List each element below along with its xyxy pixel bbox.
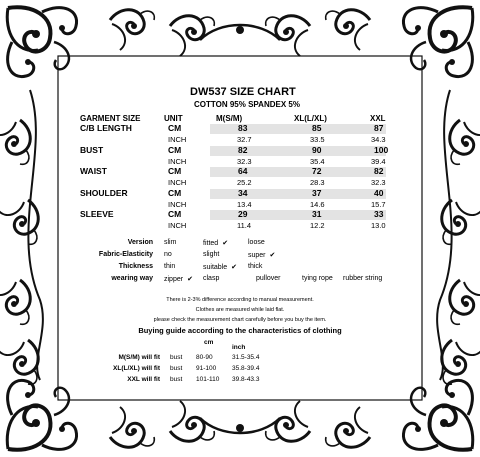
buying-guide-title: Buying guide according to the characteristics of clothing xyxy=(138,326,342,335)
option-value: clasp xyxy=(203,275,220,282)
inch-value: 12.2 xyxy=(310,221,325,230)
guide-part: bust xyxy=(170,354,183,361)
row-shade xyxy=(210,144,389,156)
inch-value: 35.4 xyxy=(310,156,325,166)
guide-cm-range: 101-110 xyxy=(196,376,220,383)
row-shade xyxy=(210,124,386,134)
option-value: zipper xyxy=(164,276,184,283)
inch-value: 28.3 xyxy=(310,178,325,187)
option-item xyxy=(248,251,275,259)
note-check-chart: please check the measurement chart carefully before you buy the item. xyxy=(153,317,327,323)
inch-value: 33.5 xyxy=(310,135,325,144)
unit-inch: INCH xyxy=(168,178,187,187)
option-value: pullover xyxy=(256,275,281,282)
inch-value: 11.4 xyxy=(237,221,252,230)
guide-cm-range: 91-100 xyxy=(196,365,217,372)
garment-measure-name: SHOULDER xyxy=(80,187,128,198)
cm-value: 82 xyxy=(238,144,248,155)
option-value: slight xyxy=(203,251,220,258)
option-label: Fabric-Elasticity xyxy=(98,251,153,258)
fabric-composition: COTTON 95% SPANDEX 5% xyxy=(194,100,300,109)
option-value: suitable xyxy=(203,264,228,271)
option-item xyxy=(203,275,219,282)
unit-inch: INCH xyxy=(168,221,187,230)
option-label: wearing way xyxy=(111,275,153,282)
unit-inch: INCH xyxy=(168,135,187,144)
option-item xyxy=(248,239,265,246)
note-laid-flat: Clothes are measured while laid flat. xyxy=(195,307,285,313)
option-item xyxy=(164,251,172,258)
option-value: super xyxy=(248,252,266,259)
unit-inch: INCH xyxy=(168,199,187,209)
cm-value: 82 xyxy=(374,166,384,176)
cm-value: 31 xyxy=(312,209,322,219)
row-shade xyxy=(210,189,386,199)
inch-value: 34.3 xyxy=(371,135,386,144)
option-item xyxy=(203,251,219,258)
option-value: thick xyxy=(248,263,263,270)
option-item xyxy=(164,263,175,270)
option-item xyxy=(203,263,237,271)
cm-value: 34 xyxy=(238,187,248,198)
option-label: Version xyxy=(127,239,153,246)
cm-value: 85 xyxy=(312,123,322,133)
cm-value: 83 xyxy=(238,123,248,133)
guide-col-cm: cm xyxy=(204,339,214,346)
chart-title: DW537 SIZE CHART xyxy=(190,86,296,98)
row-shade xyxy=(210,167,386,177)
checkmark-icon: ✔ xyxy=(222,240,229,247)
inch-value: 32.3 xyxy=(371,178,386,187)
guide-part: bust xyxy=(170,376,183,383)
header-garment-size: GARMENT SIZE xyxy=(80,114,141,123)
unit-cm: CM xyxy=(168,209,182,219)
option-item xyxy=(248,263,262,270)
header-size-xl: XL(L/XL) xyxy=(294,114,327,123)
option-value: tying rope xyxy=(302,275,333,282)
checkmark-icon: ✔ xyxy=(269,252,276,259)
guide-inch-range: 31.5-35.4 xyxy=(232,354,260,361)
garment-measure-name: SLEEVE xyxy=(80,209,114,219)
row-shade xyxy=(210,210,386,220)
guide-col-inch: inch xyxy=(232,344,246,351)
inch-value: 13.4 xyxy=(237,199,252,209)
header-size-m: M(S/M) xyxy=(216,114,243,123)
guide-inch-range: 39.8-43.3 xyxy=(232,376,260,383)
inch-value: 13.0 xyxy=(371,221,386,230)
cm-value: 72 xyxy=(312,166,322,176)
unit-cm: CM xyxy=(168,187,182,198)
guide-inch-range: 35.8-39.4 xyxy=(232,365,260,372)
option-item xyxy=(203,239,228,247)
inch-value: 32.3 xyxy=(237,156,252,166)
unit-cm: CM xyxy=(168,144,182,155)
unit-inch: INCH xyxy=(168,156,187,166)
note-difference: There is 2-3% difference according to manual measurement. xyxy=(166,297,314,303)
guide-size-label: M(S/M) will fit xyxy=(118,354,160,361)
guide-size-label: XXL will fit xyxy=(127,376,160,383)
option-value: fitted xyxy=(203,240,219,247)
unit-cm: CM xyxy=(168,123,182,133)
cm-value: 87 xyxy=(374,123,384,133)
guide-part: bust xyxy=(170,365,183,372)
option-item xyxy=(164,239,176,246)
guide-cm-range: 80-90 xyxy=(196,354,213,361)
option-item xyxy=(343,275,382,282)
cm-value: 33 xyxy=(374,209,384,219)
option-value: rubber string xyxy=(343,275,383,282)
cm-value: 90 xyxy=(312,144,322,155)
cm-value: 100 xyxy=(374,144,389,155)
garment-measure-name: BUST xyxy=(80,144,104,155)
inch-value: 25.2 xyxy=(237,178,252,187)
checkmark-icon: ✔ xyxy=(187,276,193,283)
option-value: no xyxy=(164,251,172,258)
guide-size-label: XL(L/XL) will fit xyxy=(113,365,160,372)
garment-measure-name: C/B LENGTH xyxy=(80,123,132,133)
unit-cm: CM xyxy=(168,166,182,176)
option-value: slim xyxy=(164,239,177,246)
cm-value: 37 xyxy=(312,187,322,198)
option-value: loose xyxy=(248,239,265,246)
inch-value: 39.4 xyxy=(371,156,386,166)
cm-value: 64 xyxy=(238,166,248,176)
cm-value: 29 xyxy=(238,209,248,219)
cm-value: 40 xyxy=(374,187,384,198)
inch-value: 15.7 xyxy=(371,199,386,209)
option-label: Thickness xyxy=(118,263,153,270)
header-unit: UNIT xyxy=(164,114,183,123)
option-item xyxy=(256,275,281,282)
inch-value: 14.6 xyxy=(310,199,325,209)
garment-measure-name: WAIST xyxy=(80,166,107,176)
checkmark-icon: ✔ xyxy=(231,264,238,271)
option-item xyxy=(302,275,333,282)
inch-value: 32.7 xyxy=(237,135,252,144)
option-item xyxy=(164,275,193,283)
option-value: thin xyxy=(164,263,176,270)
header-size-xxl: XXL xyxy=(370,114,386,123)
